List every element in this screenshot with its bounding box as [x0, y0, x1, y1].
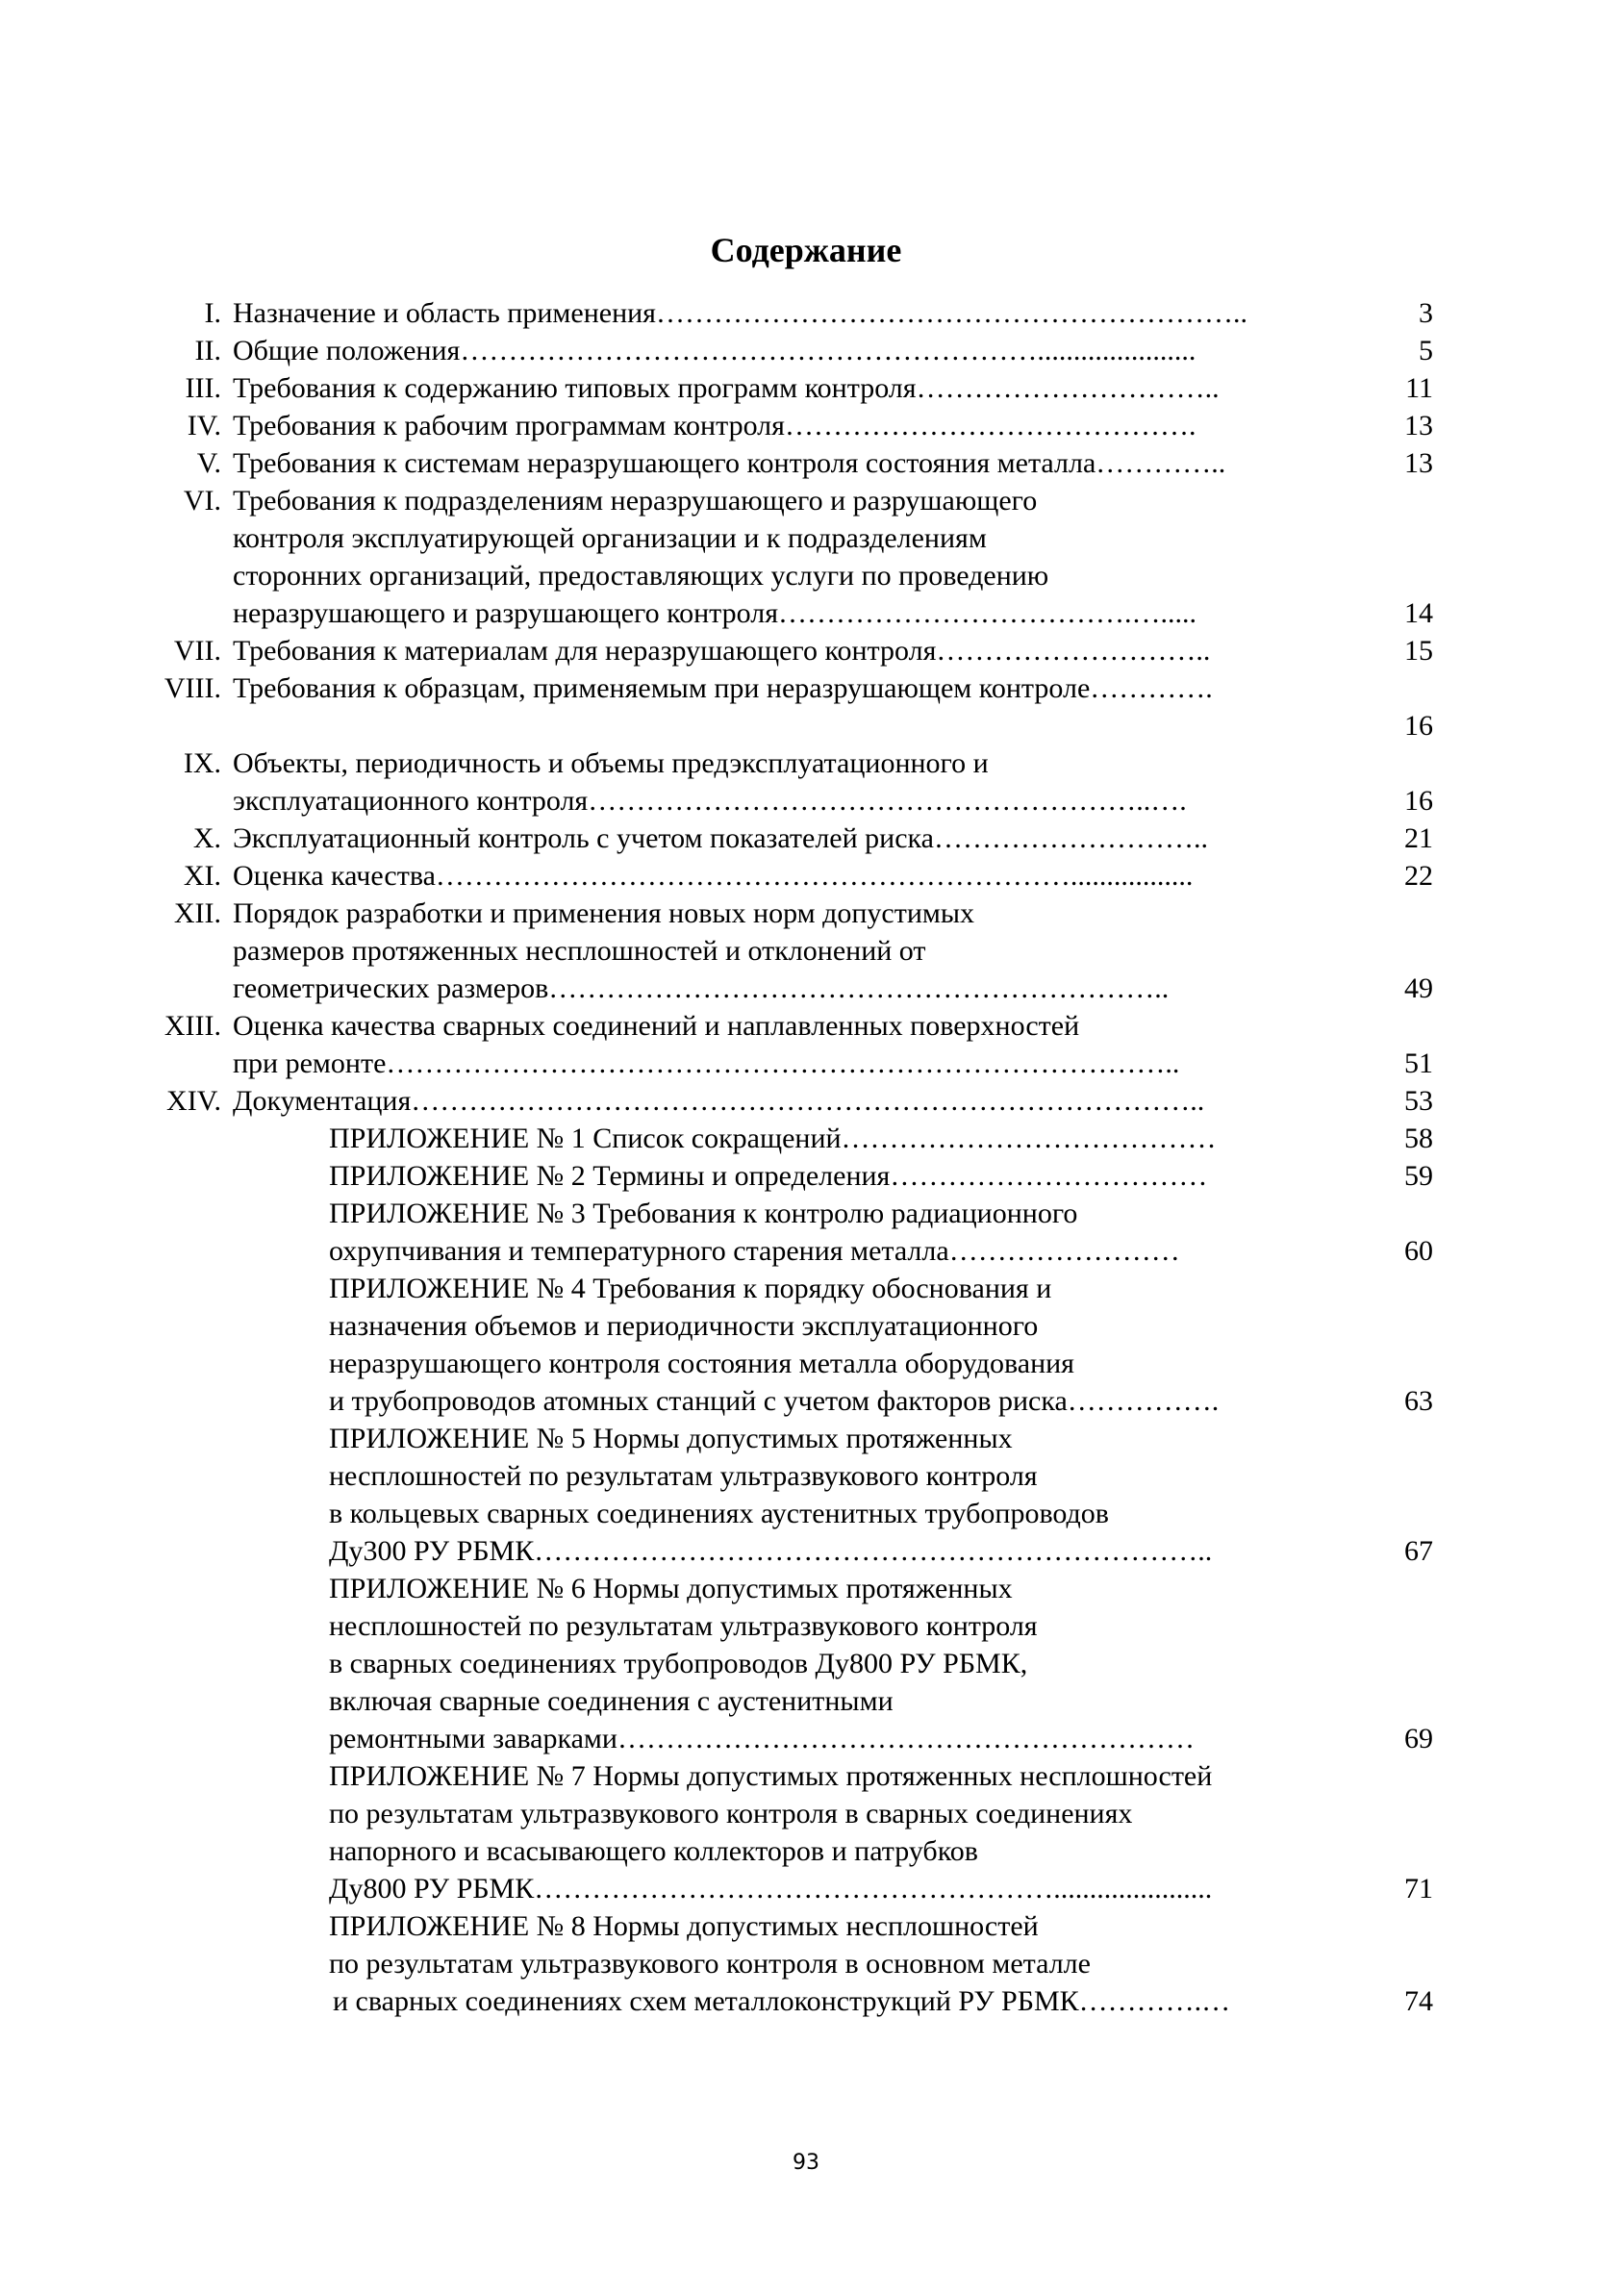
toc-line — [0, 1570, 1612, 1607]
table-of-contents — [0, 294, 1612, 2020]
page-ref: 14 — [1404, 597, 1433, 629]
page-ref: 3 — [1419, 297, 1433, 329]
appendix-title: и сварных соединениях схем металлоконструкций РУ РБМК………….… — [333, 1985, 1231, 2017]
section-title: Требования к рабочим программам контроля……………………………………. — [233, 410, 1196, 442]
page-ref: 59 — [1404, 1160, 1433, 1192]
appendix-title: напорного и всасывающего коллекторов и патрубков — [329, 1835, 978, 1867]
toc-line — [0, 669, 1612, 707]
toc-line — [0, 1682, 1612, 1720]
toc-line — [0, 1832, 1612, 1870]
toc-line — [0, 1045, 1612, 1082]
section-title: Оценка качества сварных соединений и наплавленных поверхностей — [233, 1010, 1080, 1042]
page-ref: 16 — [1404, 710, 1433, 742]
section-number: XIII. — [164, 1010, 221, 1042]
section-title: размеров протяженных несплошностей и отклонений от — [233, 935, 926, 967]
page-ref: 67 — [1404, 1535, 1433, 1567]
toc-line — [0, 1720, 1612, 1757]
toc-line — [0, 332, 1612, 369]
section-number: IX. — [183, 747, 221, 779]
appendix-title: ПРИЛОЖЕНИЕ № 3 Требования к контролю радиационного — [329, 1198, 1078, 1229]
page-ref: 22 — [1404, 860, 1433, 892]
toc-line — [0, 1420, 1612, 1457]
appendix-title: охрупчивания и температурного старения металла…………………… — [329, 1235, 1180, 1267]
page-ref: 15 — [1404, 635, 1433, 667]
toc-line — [0, 1757, 1612, 1795]
section-title: контроля эксплуатирующей организации и к подразделениям — [233, 522, 987, 554]
appendix-title: неразрушающего контроля состояния металла оборудования — [329, 1348, 1074, 1379]
toc-line — [0, 1270, 1612, 1307]
page-ref: 16 — [1404, 785, 1433, 817]
page-ref: 13 — [1404, 447, 1433, 479]
page-number: 93 — [793, 2151, 819, 2175]
section-title: Требования к материалам для неразрушающего контроля……………………….. — [233, 635, 1211, 667]
page-ref: 53 — [1404, 1085, 1433, 1117]
toc-line — [0, 857, 1612, 895]
toc-line — [0, 1345, 1612, 1382]
section-number: II. — [194, 335, 221, 366]
appendix-title: ПРИЛОЖЕНИЕ № 1 Список сокращений………………………………… — [329, 1123, 1217, 1154]
section-number: I. — [204, 297, 221, 329]
toc-line — [0, 482, 1612, 519]
section-number: VIII. — [164, 672, 221, 704]
toc-line — [0, 557, 1612, 594]
page-ref: 49 — [1404, 972, 1433, 1004]
appendix-title: по результатам ультразвукового контроля в сварных соединениях — [329, 1798, 1133, 1829]
section-title: Порядок разработки и применения новых норм допустимых — [233, 897, 975, 929]
toc-line — [0, 744, 1612, 782]
toc-line — [0, 1945, 1612, 1982]
appendix-title: ПРИЛОЖЕНИЕ № 2 Термины и определения…………………………… — [329, 1160, 1208, 1192]
section-title: Требования к образцам, применяемым при неразрушающем контроле…………. — [233, 672, 1213, 704]
toc-line — [0, 707, 1612, 744]
section-title: Эксплуатационный контроль с учетом показателей риска……………………….. — [233, 822, 1208, 854]
section-title: Объекты, периодичность и объемы предэксплуатационного и — [233, 747, 989, 779]
appendix-title: ремонтными заварками…………………………………………………… — [329, 1723, 1195, 1754]
page-ref: 5 — [1419, 335, 1433, 366]
toc-line — [0, 1157, 1612, 1195]
toc-line — [0, 519, 1612, 557]
appendix-title: и трубопроводов атомных станций с учетом факторов риска……………. — [329, 1385, 1220, 1417]
page-ref: 63 — [1404, 1385, 1433, 1417]
toc-line — [0, 444, 1612, 482]
section-title: сторонних организаций, предоставляющих услуги по проведению — [233, 560, 1049, 592]
page-ref: 58 — [1404, 1123, 1433, 1154]
toc-line — [0, 1382, 1612, 1420]
page-ref: 21 — [1404, 822, 1433, 854]
toc-line — [0, 895, 1612, 932]
toc-line — [0, 407, 1612, 444]
appendix-title: в сварных соединениях трубопроводов Ду800 РУ РБМК, — [329, 1648, 1028, 1679]
appendix-title: несплошностей по результатам ультразвукового контроля — [329, 1460, 1038, 1492]
appendix-title: ПРИЛОЖЕНИЕ № 8 Нормы допустимых несплошностей — [329, 1910, 1039, 1942]
appendix-title: ПРИЛОЖЕНИЕ № 4 Требования к порядку обоснования и — [329, 1273, 1052, 1304]
appendix-title: по результатам ультразвукового контроля в основном металле — [329, 1948, 1091, 1980]
toc-line — [0, 1457, 1612, 1495]
section-title: Оценка качества…………………………………………………………................. — [233, 860, 1194, 892]
section-title: Назначение и область применения…………………………………………………….. — [233, 297, 1247, 329]
toc-line — [0, 594, 1612, 632]
section-number: IV. — [187, 410, 221, 442]
page-ref: 60 — [1404, 1235, 1433, 1267]
toc-line — [0, 1120, 1612, 1157]
toc-line — [0, 1645, 1612, 1682]
section-number: XIV. — [166, 1085, 221, 1117]
appendix-title: ПРИЛОЖЕНИЕ № 7 Нормы допустимых протяженных несплошностей — [329, 1760, 1213, 1792]
page-ref: 71 — [1404, 1873, 1433, 1905]
toc-line — [0, 369, 1612, 407]
appendix-title: включая сварные соединения с аустенитными — [329, 1685, 894, 1717]
section-number: III. — [185, 372, 221, 404]
toc-line — [0, 1982, 1612, 2020]
section-number: XII. — [173, 897, 221, 929]
section-number: VII. — [173, 635, 221, 667]
toc-line — [0, 1532, 1612, 1570]
section-number: V. — [196, 447, 221, 479]
section-number: X. — [192, 822, 221, 854]
section-title: Требования к подразделениям неразрушающего и разрушающего — [233, 485, 1038, 517]
toc-line — [0, 1007, 1612, 1045]
appendix-title: Ду800 РУ РБМК………………………………………………...................... — [329, 1873, 1213, 1905]
toc-line — [0, 1907, 1612, 1945]
toc-line — [0, 632, 1612, 669]
section-title: Требования к системам неразрушающего контроля состояния металла………….. — [233, 447, 1226, 479]
toc-line — [0, 1607, 1612, 1645]
toc-line — [0, 1307, 1612, 1345]
section-title: Требования к содержанию типовых программ контроля………………………….. — [233, 372, 1220, 404]
page-title: Содержание — [710, 231, 902, 269]
page-ref: 51 — [1404, 1047, 1433, 1079]
page-ref: 11 — [1405, 372, 1433, 404]
appendix-title: Ду300 РУ РБМК…………………………………………………………….. — [329, 1535, 1213, 1567]
toc-line — [0, 1232, 1612, 1270]
section-number: XI. — [183, 860, 221, 892]
appendix-title: ПРИЛОЖЕНИЕ № 6 Нормы допустимых протяженных — [329, 1573, 1013, 1604]
section-title: Общие положения……………………………………………………...................... — [233, 335, 1196, 366]
toc-line — [0, 970, 1612, 1007]
appendix-title: назначения объемов и периодичности эксплуатационного — [329, 1310, 1039, 1342]
toc-line — [0, 932, 1612, 970]
appendix-title: в кольцевых сварных соединениях аустенитных трубопроводов — [329, 1498, 1109, 1529]
section-title: Документация……………………………………………………………………….. — [233, 1085, 1205, 1117]
page-ref: 13 — [1404, 410, 1433, 442]
toc-line — [0, 1495, 1612, 1532]
appendix-title: ПРИЛОЖЕНИЕ № 5 Нормы допустимых протяженных — [329, 1423, 1013, 1454]
section-title: геометрических размеров……………………………………………………….. — [233, 972, 1170, 1004]
toc-line — [0, 782, 1612, 820]
toc-line — [0, 1795, 1612, 1832]
toc-line — [0, 294, 1612, 332]
page-ref: 69 — [1404, 1723, 1433, 1754]
toc-line — [0, 1082, 1612, 1120]
section-title: неразрушающего и разрушающего контроля……………………………….…..... — [233, 597, 1197, 629]
page-ref: 74 — [1404, 1985, 1433, 2017]
toc-line — [0, 820, 1612, 857]
toc-line — [0, 1870, 1612, 1907]
appendix-title: несплошностей по результатам ультразвукового контроля — [329, 1610, 1038, 1642]
section-number: VI. — [183, 485, 221, 517]
section-title: при ремонте……………………………………………………………………….. — [233, 1047, 1180, 1079]
toc-line — [0, 1195, 1612, 1232]
section-title: эксплуатационного контроля…………………………………………………..…. — [233, 785, 1187, 817]
